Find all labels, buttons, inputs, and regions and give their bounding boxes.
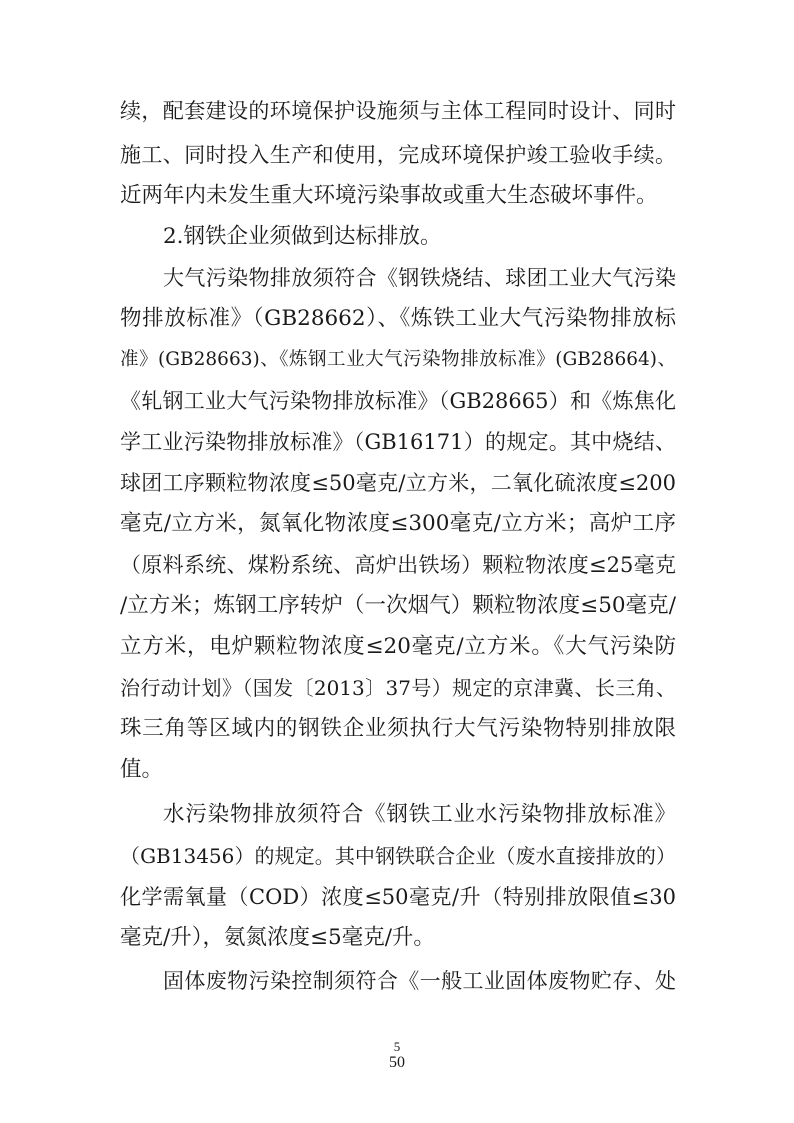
text-line: 学工业污染物排放标准》（GB16171）的规定。其中烧结、 (120, 430, 676, 454)
text-line: /立方米；炼钢工序转炉（一次烟气）颗粒物浓度≤50毫克/ (120, 593, 676, 618)
text-line: 固体废物污染控制须符合《一般工业固体废物贮存、处 (163, 969, 676, 993)
text-line: 近两年内未发生重大环境污染事故或重大生态破坏事件。 (120, 183, 658, 208)
text-line: （原料系统、煤粉系统、高炉出铁场）颗粒物浓度≤25毫克 (120, 553, 676, 577)
text-line: 续，配套建设的环境保护设施须与主体工程同时设计、同时 (120, 99, 676, 123)
section-heading: 2.钢铁企业须做到达标排放。 (163, 224, 442, 249)
text-line: 毫克/立方米，氮氧化物浓度≤300毫克/立方米；高炉工序 (120, 511, 676, 536)
text-line: 珠三角等区域内的钢铁企业须执行大气污染物特别排放限 (120, 716, 676, 741)
text-line: 准》(GB28663)、《炼钢工业大气污染物排放标准》(GB28664)、 (120, 349, 676, 370)
page-number-small: 5 (393, 1039, 401, 1054)
text-line: 大气污染物排放须符合《钢铁烧结、球团工业大气污染 (163, 266, 676, 290)
text-line: 毫克/升），氨氮浓度≤5毫克/升。 (120, 925, 435, 950)
text-line: 水污染物排放须符合《钢铁工业水污染物排放标准》 (163, 802, 676, 827)
text-line: 物排放标准》（GB28662）、《炼铁工业大气污染物排放标 (120, 306, 676, 331)
text-line: 立方米，电炉颗粒物浓度≤20毫克/立方米。《大气污染防 (120, 634, 676, 659)
text-line: （GB13456）的规定。其中钢铁联合企业（废水直接排放的） (120, 844, 676, 868)
text-line: 施工、同时投入生产和使用，完成环境保护竣工验收手续。 (120, 143, 676, 167)
text-line: 《轧钢工业大气污染物排放标准》（GB28665）和《炼焦化 (120, 389, 676, 413)
page-number: 50 (389, 1054, 405, 1071)
text-line: 化学需氧量（COD）浓度≤50毫克/升（特别排放限值≤30 (120, 885, 676, 909)
text-line: 治行动计划》（国发〔2013〕37号）规定的京津冀、长三角、 (120, 676, 676, 700)
text-line: 球团工序颗粒物浓度≤50毫克/立方米，二氧化硫浓度≤200 (120, 471, 676, 495)
text-line: 值。 (120, 757, 164, 782)
